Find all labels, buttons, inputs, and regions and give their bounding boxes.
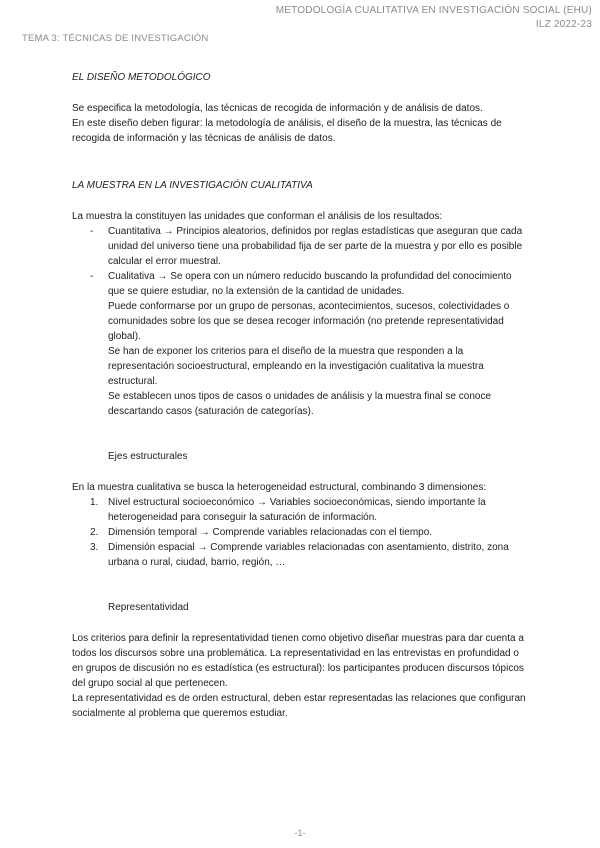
page-number: -1- [294, 828, 306, 838]
list-marker: 2. [90, 527, 99, 538]
page-header [276, 4, 592, 32]
subsection-title-representatividad: Representatividad [108, 602, 189, 613]
subsection-title-ejes: Ejes estructurales [108, 451, 188, 462]
list-item-text: Se han de exponer los criterios para el diseño de la muestra que responden a la representación socioestructural, empleando en la investigación cualitativa la muestra estructural. [108, 346, 484, 387]
list-item-text: Puede conformarse por un grupo de personas, acontecimientos, sucesos, colectividades o comunidades sobre los que se desea recoger información (no pretende representatividad global). [108, 301, 510, 342]
list-marker: - [90, 226, 94, 237]
paragraph: La representatividad es de orden estructural, deben estar representadas las relaciones que configuran socialmente al problema que queremos estudiar. [72, 693, 526, 719]
section-title-diseno: EL DISEÑO METODOLÓGICO [72, 72, 211, 83]
paragraph: En este diseño deben figurar: la metodología de análisis, el diseño de la muestra, las técnicas de recogida de información y las técnicas de análisis de datos. [72, 118, 502, 144]
list-item-text: Nivel estructural socioeconómico → Variables socioeconómicas, siendo importante la heterogeneidad para conseguir la saturación de información. [108, 497, 486, 523]
section-title-muestra: LA MUESTRA EN LA INVESTIGACIÓN CUALITATIVA [72, 180, 313, 191]
course-title: METODOLOGÍA CUALITATIVA EN INVESTIGACIÓN SOCIAL (EHU) [275, 5, 592, 16]
document-body [72, 70, 530, 721]
list-item [72, 269, 530, 419]
list-item [72, 495, 530, 525]
list-item [72, 525, 530, 540]
list-marker: 3. [90, 542, 99, 553]
list-item-text: Dimensión temporal → Comprende variables relacionadas con el tiempo. [108, 527, 433, 538]
list-item-text: Cualitativa → Se opera con un número reducido buscando la profundidad del conocimiento que se quiere estudiar, no la extensión de la cantidad de unidades. [108, 271, 512, 297]
list-item-text: Cuantitativa → Principios aleatorios, definidos por reglas estadísticas que aseguran que cada unidad del universo tiene una probabilidad fija de ser parte de la muestra y por ello es posible calcular el error muestral. [108, 226, 523, 267]
list-marker: - [90, 271, 94, 282]
course-code: ILZ 2022-23 [535, 19, 592, 30]
paragraph: La muestra la constituyen las unidades que conforman el análisis de los resultados: [72, 211, 443, 222]
list-item [72, 540, 530, 570]
paragraph: En la muestra cualitativa se busca la heterogeneidad estructural, combinando 3 dimensiones: [72, 482, 487, 493]
list-item-text: Se establecen unos tipos de casos o unidades de análisis y la muestra final se conoce descartando casos (saturación de categorías). [108, 391, 492, 417]
topic-label: TEMA 3: TÉCNICAS DE INVESTIGACIÓN [22, 33, 209, 44]
dimension-list [72, 495, 530, 570]
list-item [72, 224, 530, 269]
list-item-text: Dimensión espacial → Comprende variables relacionadas con asentamiento, distrito, zona urbana o rural, ciudad, barrio, región, … [108, 542, 509, 568]
paragraph: Se especifica la metodología, las técnicas de recogida de información y de análisis de datos. [72, 103, 483, 114]
paragraph: Los criterios para definir la representatividad tienen como objetivo diseñar muestras para dar cuenta a todos los discursos sobre una problemática. La representatividad en las entrevistas en profundidad o en grupos de discusión no es estadística (es estructural): los participantes producen discursos tópicos del grupo social al que pertenecen. [72, 633, 524, 689]
sample-type-list [72, 224, 530, 419]
list-marker: 1. [90, 497, 99, 508]
